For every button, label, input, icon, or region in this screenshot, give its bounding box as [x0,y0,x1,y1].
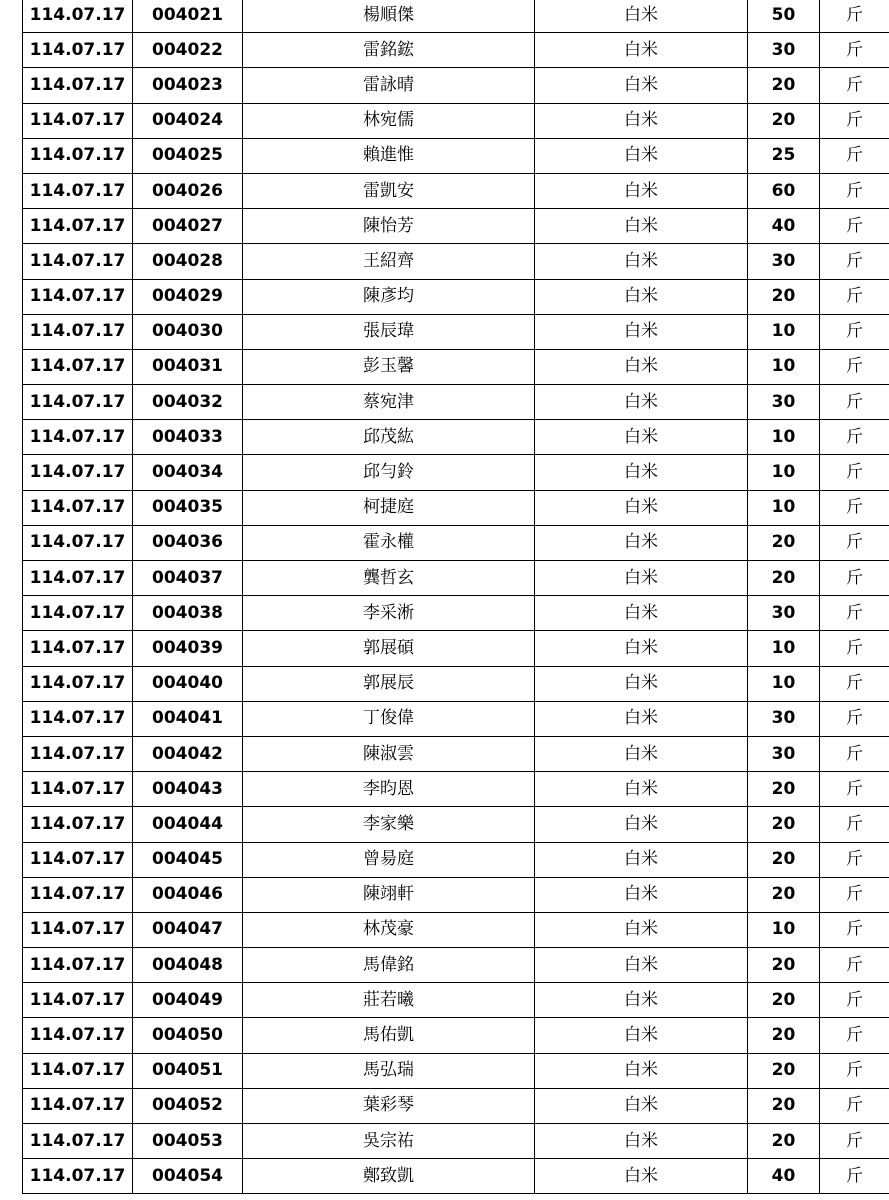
table-row [23,807,889,842]
name-cell: 李家樂 [243,807,535,842]
date-cell: 114.07.17 [23,490,133,525]
quantity-cell: 10 [748,912,820,947]
id-cell: 004045 [133,842,243,877]
item-cell: 白米 [535,279,748,314]
name-cell: 陳彥均 [243,279,535,314]
quantity-cell: 20 [748,807,820,842]
date-cell: 114.07.17 [23,525,133,560]
id-cell: 004036 [133,525,243,560]
unit-cell: 斤 [820,1053,889,1088]
id-cell: 004051 [133,1053,243,1088]
unit-cell: 斤 [820,349,889,384]
id-cell: 004034 [133,455,243,490]
name-cell: 莊若曦 [243,983,535,1018]
quantity-cell: 30 [748,33,820,68]
id-cell: 004037 [133,561,243,596]
name-cell: 楊順傑 [243,0,535,33]
name-cell: 邱茂紘 [243,420,535,455]
unit-cell: 斤 [820,772,889,807]
date-cell: 114.07.17 [23,1053,133,1088]
item-cell: 白米 [535,948,748,983]
item-cell: 白米 [535,244,748,279]
item-cell: 白米 [535,772,748,807]
item-cell: 白米 [535,209,748,244]
table-row [23,420,889,455]
id-cell: 004040 [133,666,243,701]
quantity-cell: 20 [748,772,820,807]
item-cell: 白米 [535,1124,748,1159]
unit-cell: 斤 [820,33,889,68]
date-cell: 114.07.17 [23,701,133,736]
name-cell: 邱勻鈴 [243,455,535,490]
unit-cell: 斤 [820,807,889,842]
item-cell: 白米 [535,0,748,33]
table-row [23,701,889,736]
item-cell: 白米 [535,842,748,877]
name-cell: 李昀恩 [243,772,535,807]
table-row [23,666,889,701]
quantity-cell: 10 [748,666,820,701]
name-cell: 丁俊偉 [243,701,535,736]
unit-cell: 斤 [820,736,889,771]
item-cell: 白米 [535,420,748,455]
quantity-cell: 20 [748,877,820,912]
date-cell: 114.07.17 [23,0,133,33]
unit-cell: 斤 [820,1088,889,1123]
table-row [23,103,889,138]
quantity-cell: 40 [748,209,820,244]
quantity-cell: 50 [748,0,820,33]
id-cell: 004032 [133,385,243,420]
table-row [23,349,889,384]
item-cell: 白米 [535,877,748,912]
table-row [23,68,889,103]
table-row [23,173,889,208]
table-row [23,33,889,68]
item-cell: 白米 [535,631,748,666]
table-row [23,1088,889,1123]
quantity-cell: 20 [748,103,820,138]
date-cell: 114.07.17 [23,666,133,701]
item-cell: 白米 [535,912,748,947]
date-cell: 114.07.17 [23,631,133,666]
id-cell: 004023 [133,68,243,103]
quantity-cell: 20 [748,1053,820,1088]
unit-cell: 斤 [820,138,889,173]
unit-cell: 斤 [820,279,889,314]
date-cell: 114.07.17 [23,596,133,631]
date-cell: 114.07.17 [23,736,133,771]
date-cell: 114.07.17 [23,68,133,103]
item-cell: 白米 [535,807,748,842]
id-cell: 004024 [133,103,243,138]
unit-cell: 斤 [820,0,889,33]
item-cell: 白米 [535,349,748,384]
table-row [23,138,889,173]
unit-cell: 斤 [820,912,889,947]
table-row [23,279,889,314]
item-cell: 白米 [535,525,748,560]
quantity-cell: 20 [748,842,820,877]
name-cell: 蔡宛津 [243,385,535,420]
name-cell: 吳宗祐 [243,1124,535,1159]
date-cell: 114.07.17 [23,385,133,420]
quantity-cell: 30 [748,701,820,736]
table-row [23,772,889,807]
table-row [23,209,889,244]
table-row [23,455,889,490]
quantity-cell: 20 [748,1124,820,1159]
unit-cell: 斤 [820,631,889,666]
id-cell: 004039 [133,631,243,666]
name-cell: 陳淑雲 [243,736,535,771]
date-cell: 114.07.17 [23,455,133,490]
quantity-cell: 60 [748,173,820,208]
unit-cell: 斤 [820,103,889,138]
item-cell: 白米 [535,736,748,771]
item-cell: 白米 [535,1159,748,1194]
unit-cell: 斤 [820,244,889,279]
unit-cell: 斤 [820,209,889,244]
date-cell: 114.07.17 [23,103,133,138]
name-cell: 張辰瑋 [243,314,535,349]
item-cell: 白米 [535,138,748,173]
quantity-cell: 10 [748,455,820,490]
quantity-cell: 20 [748,279,820,314]
date-cell: 114.07.17 [23,1124,133,1159]
name-cell: 馬佑凱 [243,1018,535,1053]
id-cell: 004046 [133,877,243,912]
item-cell: 白米 [535,68,748,103]
unit-cell: 斤 [820,701,889,736]
quantity-cell: 20 [748,983,820,1018]
item-cell: 白米 [535,314,748,349]
table-row [23,983,889,1018]
date-cell: 114.07.17 [23,948,133,983]
date-cell: 114.07.17 [23,138,133,173]
unit-cell: 斤 [820,68,889,103]
item-cell: 白米 [535,701,748,736]
quantity-cell: 10 [748,420,820,455]
id-cell: 004035 [133,490,243,525]
item-cell: 白米 [535,666,748,701]
quantity-cell: 30 [748,736,820,771]
unit-cell: 斤 [820,1159,889,1194]
date-cell: 114.07.17 [23,209,133,244]
unit-cell: 斤 [820,455,889,490]
unit-cell: 斤 [820,490,889,525]
item-cell: 白米 [535,455,748,490]
table-row [23,1124,889,1159]
name-cell: 鄭致凱 [243,1159,535,1194]
name-cell: 王紹齊 [243,244,535,279]
id-cell: 004029 [133,279,243,314]
quantity-cell: 30 [748,596,820,631]
id-cell: 004026 [133,173,243,208]
id-cell: 004031 [133,349,243,384]
unit-cell: 斤 [820,525,889,560]
table-row [23,561,889,596]
unit-cell: 斤 [820,842,889,877]
id-cell: 004049 [133,983,243,1018]
id-cell: 004041 [133,701,243,736]
quantity-cell: 10 [748,314,820,349]
table-row [23,1018,889,1053]
date-cell: 114.07.17 [23,420,133,455]
date-cell: 114.07.17 [23,1018,133,1053]
date-cell: 114.07.17 [23,173,133,208]
table-row [23,631,889,666]
name-cell: 馬弘瑞 [243,1053,535,1088]
quantity-cell: 10 [748,631,820,666]
unit-cell: 斤 [820,561,889,596]
date-cell: 114.07.17 [23,1088,133,1123]
date-cell: 114.07.17 [23,244,133,279]
id-cell: 004053 [133,1124,243,1159]
unit-cell: 斤 [820,877,889,912]
unit-cell: 斤 [820,666,889,701]
item-cell: 白米 [535,385,748,420]
unit-cell: 斤 [820,385,889,420]
unit-cell: 斤 [820,314,889,349]
unit-cell: 斤 [820,420,889,455]
unit-cell: 斤 [820,948,889,983]
name-cell: 雷凱安 [243,173,535,208]
table-row [23,736,889,771]
item-cell: 白米 [535,561,748,596]
table-row [23,314,889,349]
unit-cell: 斤 [820,1018,889,1053]
date-cell: 114.07.17 [23,314,133,349]
id-cell: 004028 [133,244,243,279]
id-cell: 004050 [133,1018,243,1053]
name-cell: 柯捷庭 [243,490,535,525]
ledger-body [23,0,889,1194]
quantity-cell: 20 [748,561,820,596]
donation-ledger-table [22,0,889,1194]
date-cell: 114.07.17 [23,842,133,877]
id-cell: 004022 [133,33,243,68]
quantity-cell: 20 [748,1018,820,1053]
item-cell: 白米 [535,596,748,631]
quantity-cell: 40 [748,1159,820,1194]
name-cell: 龔哲玄 [243,561,535,596]
table-row [23,912,889,947]
id-cell: 004038 [133,596,243,631]
name-cell: 郭展辰 [243,666,535,701]
table-row [23,490,889,525]
name-cell: 林茂豪 [243,912,535,947]
item-cell: 白米 [535,1053,748,1088]
table-row [23,1159,889,1194]
name-cell: 林宛儒 [243,103,535,138]
quantity-cell: 20 [748,525,820,560]
date-cell: 114.07.17 [23,349,133,384]
id-cell: 004025 [133,138,243,173]
id-cell: 004027 [133,209,243,244]
name-cell: 賴進惟 [243,138,535,173]
quantity-cell: 20 [748,1088,820,1123]
id-cell: 004043 [133,772,243,807]
item-cell: 白米 [535,33,748,68]
table-row [23,842,889,877]
id-cell: 004021 [133,0,243,33]
unit-cell: 斤 [820,1124,889,1159]
date-cell: 114.07.17 [23,877,133,912]
name-cell: 陳翊軒 [243,877,535,912]
table-row [23,525,889,560]
unit-cell: 斤 [820,983,889,1018]
quantity-cell: 25 [748,138,820,173]
quantity-cell: 30 [748,385,820,420]
quantity-cell: 20 [748,948,820,983]
table-row [23,948,889,983]
unit-cell: 斤 [820,596,889,631]
name-cell: 李采淅 [243,596,535,631]
id-cell: 004042 [133,736,243,771]
quantity-cell: 30 [748,244,820,279]
item-cell: 白米 [535,983,748,1018]
id-cell: 004054 [133,1159,243,1194]
date-cell: 114.07.17 [23,279,133,314]
date-cell: 114.07.17 [23,983,133,1018]
table-row [23,244,889,279]
quantity-cell: 20 [748,68,820,103]
id-cell: 004044 [133,807,243,842]
unit-cell: 斤 [820,173,889,208]
date-cell: 114.07.17 [23,1159,133,1194]
date-cell: 114.07.17 [23,912,133,947]
item-cell: 白米 [535,173,748,208]
table-row [23,877,889,912]
id-cell: 004030 [133,314,243,349]
name-cell: 雷銘鋐 [243,33,535,68]
id-cell: 004047 [133,912,243,947]
item-cell: 白米 [535,1018,748,1053]
quantity-cell: 10 [748,490,820,525]
table-row [23,1053,889,1088]
date-cell: 114.07.17 [23,33,133,68]
table-row [23,596,889,631]
name-cell: 陳怡芳 [243,209,535,244]
name-cell: 郭展碩 [243,631,535,666]
name-cell: 雷詠晴 [243,68,535,103]
table-row [23,385,889,420]
date-cell: 114.07.17 [23,561,133,596]
item-cell: 白米 [535,103,748,138]
name-cell: 彭玉馨 [243,349,535,384]
id-cell: 004052 [133,1088,243,1123]
name-cell: 葉彩琴 [243,1088,535,1123]
name-cell: 馬偉銘 [243,948,535,983]
name-cell: 曾昜庭 [243,842,535,877]
id-cell: 004033 [133,420,243,455]
date-cell: 114.07.17 [23,807,133,842]
table-row [23,0,889,33]
id-cell: 004048 [133,948,243,983]
name-cell: 霍永權 [243,525,535,560]
item-cell: 白米 [535,490,748,525]
quantity-cell: 10 [748,349,820,384]
item-cell: 白米 [535,1088,748,1123]
date-cell: 114.07.17 [23,772,133,807]
